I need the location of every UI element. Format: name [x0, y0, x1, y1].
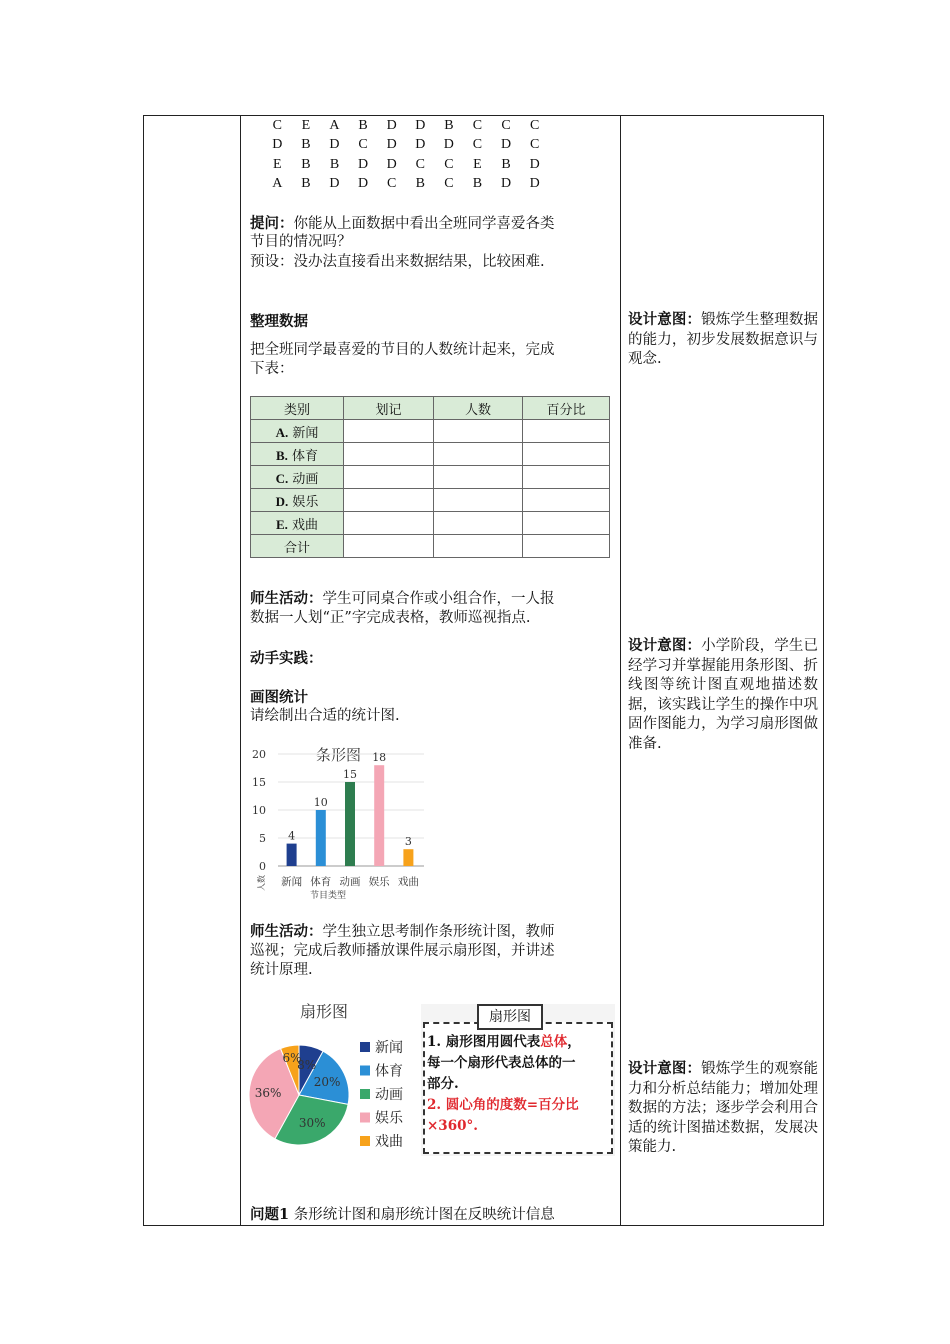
raw-data-cell: D: [358, 156, 369, 172]
tally-cell[interactable]: [344, 535, 434, 558]
pie-slice-label: 30%: [298, 1116, 326, 1131]
raw-data-cell: D: [529, 176, 540, 192]
raw-data-cell: D: [415, 137, 426, 153]
bar-value-label: 18: [372, 751, 387, 765]
pie-slice-label: 8%: [297, 1057, 317, 1072]
x-tick-label: 戏曲: [397, 876, 419, 888]
percent-cell[interactable]: [523, 420, 610, 443]
count-cell[interactable]: [434, 443, 523, 466]
pie-explanation-box: [421, 1004, 615, 1156]
bar-动画: [345, 782, 355, 866]
raw-data-cell: D: [272, 137, 283, 153]
legend-label: 戏曲: [375, 1134, 403, 1150]
design-note-2: 设计意图：小学阶段，学生已经学习并掌握能用条形图、折线图等统计图直观地描述数据，该实践让学生的操作中巩固作图能力，为学习扇形图做准备.: [628, 637, 818, 752]
raw-data-cell: D: [529, 156, 540, 172]
tally-table: [250, 396, 610, 558]
raw-data-cell: B: [301, 156, 311, 172]
bar-chart-title: 条形图: [316, 746, 362, 764]
x-tick-label: 娱乐: [368, 876, 390, 888]
raw-data-cell: C: [444, 156, 454, 172]
category-cell: D. 娱乐: [251, 489, 344, 512]
bar-新闻: [287, 844, 297, 866]
design-note-3: 设计意图：锻炼学生的观察能力和分析总结能力；增加处理数据的方法；逐步学会利用合适的统计图描述数据，发展决策能力.: [628, 1060, 818, 1155]
organize-instruction: 把全班同学最喜爱的节目的人数统计起来，完成: [250, 342, 555, 358]
raw-data-cell: E: [273, 156, 282, 172]
raw-data-cell: B: [501, 156, 511, 172]
legend-swatch: [360, 1089, 370, 1099]
bar-value-label: 3: [404, 835, 412, 849]
raw-data-cell: C: [272, 117, 282, 133]
category-cell: E. 戏曲: [251, 512, 344, 535]
raw-data-cell: E: [473, 156, 482, 172]
pie-slice-label: 6%: [282, 1051, 302, 1066]
bar-娱乐: [374, 765, 384, 866]
legend-swatch: [360, 1113, 370, 1123]
percent-cell[interactable]: [523, 512, 610, 535]
legend-label: 新闻: [375, 1040, 403, 1056]
y-tick-label: 10: [252, 804, 266, 817]
y-tick-label: 15: [252, 776, 266, 789]
activity-line: 师生活动：学生可同桌合作或小组合作，一人报: [250, 590, 555, 607]
raw-data-row: [263, 136, 549, 156]
raw-data-cell: C: [472, 117, 483, 133]
raw-data-cell: B: [415, 176, 425, 192]
y-tick-label: 0: [259, 860, 266, 873]
table-row: [251, 512, 610, 535]
raw-data-cell: B: [329, 156, 340, 172]
category-cell: C. 动画: [251, 466, 344, 489]
count-cell[interactable]: [434, 489, 523, 512]
activity-line-2: 数据一人划“正”字完成表格，教师巡视指点.: [250, 610, 531, 626]
legend-label: 娱乐: [375, 1110, 403, 1127]
raw-data-cell: C: [472, 137, 483, 153]
raw-data-cell: D: [386, 137, 397, 153]
table-row: [251, 420, 610, 443]
count-cell[interactable]: [434, 512, 523, 535]
raw-data-cell: C: [501, 117, 511, 133]
raw-data-row: [263, 175, 549, 195]
design-note-1: 设计意图：锻炼学生整理数据的能力，初步发展数据意识与观念.: [628, 311, 818, 367]
column-divider-2: [620, 116, 621, 1225]
bar-chart: [248, 740, 428, 902]
section-heading-draw: 画图统计: [250, 689, 308, 706]
percent-cell[interactable]: [523, 443, 610, 466]
tally-cell[interactable]: [344, 443, 434, 466]
pie-slice-label: 20%: [313, 1074, 341, 1089]
x-tick-label: 体育: [310, 876, 332, 888]
table-row: [251, 489, 610, 512]
raw-data-cell: D: [358, 176, 369, 192]
raw-data-cell: D: [500, 176, 512, 192]
raw-data-cell: B: [301, 137, 311, 153]
bar-戏曲: [403, 849, 413, 866]
pie-note-text: 1. 扇形图用圆代表总体， 每一个扇形代表总体的一 部分. 2. 圆心角的度数=百分比 ×360°.: [427, 1034, 581, 1134]
raw-data-grid: [263, 116, 549, 194]
raw-data-cell: D: [500, 137, 512, 153]
header-tally: 划记: [344, 397, 434, 420]
raw-data-cell: A: [272, 176, 283, 192]
category-cell: A. 新闻: [251, 420, 344, 443]
raw-data-cell: C: [529, 117, 540, 133]
raw-data-cell: D: [415, 117, 426, 133]
header-percent: 百分比: [523, 397, 610, 420]
question-line-2: 节目的情况吗？: [250, 234, 352, 250]
activity-line: 师生活动：学生独立思考制作条形统计图，教师: [250, 923, 555, 940]
raw-data-cell: C: [358, 137, 368, 153]
x-axis-label: 节目类型: [309, 891, 347, 901]
raw-data-cell: C: [387, 176, 397, 192]
x-tick-label: 动画: [339, 876, 361, 888]
tally-header-row: [251, 397, 610, 420]
raw-data-cell: D: [386, 156, 397, 172]
percent-cell[interactable]: [523, 489, 610, 512]
section-heading-organize: 整理数据: [250, 313, 308, 330]
pie-chart: [248, 998, 418, 1156]
organize-instruction-2: 下表：: [250, 361, 294, 377]
table-row-total: [251, 535, 610, 558]
raw-data-cell: D: [329, 176, 340, 192]
raw-data-cell: D: [329, 137, 340, 153]
raw-data-cell: C: [529, 137, 540, 153]
raw-data-cell: B: [358, 117, 368, 133]
legend-swatch: [360, 1136, 370, 1146]
count-cell[interactable]: [434, 535, 523, 558]
legend-swatch: [360, 1042, 370, 1052]
category-cell: B. 体育: [251, 443, 344, 466]
raw-data-cell: E: [301, 117, 311, 133]
count-cell[interactable]: [434, 466, 523, 489]
draw-instruction: 请绘制出合适的统计图.: [250, 708, 400, 724]
section-heading-practice: 动手实践：: [250, 650, 323, 667]
bar-value-label: 10: [313, 796, 328, 809]
raw-data-cell: C: [415, 156, 425, 172]
total-cell: 合计: [251, 535, 344, 558]
raw-data-cell: D: [386, 117, 397, 133]
activity-line-3: 统计原理.: [250, 962, 313, 978]
raw-data-row: [263, 116, 549, 136]
table-row: [251, 466, 610, 489]
tally-cell[interactable]: [344, 466, 434, 489]
column-divider-1: [240, 116, 241, 1225]
x-tick-label: 新闻: [281, 876, 303, 888]
y-tick-label: 20: [252, 748, 266, 761]
percent-cell[interactable]: [523, 466, 610, 489]
y-tick-label: 5: [259, 832, 266, 845]
preset-answer: 预设：没办法直接看出来数据结果，比较困难.: [250, 254, 545, 270]
count-cell[interactable]: [434, 420, 523, 443]
header-category: 类别: [251, 397, 344, 420]
raw-data-cell: A: [329, 117, 340, 133]
pie-slice-label: 36%: [254, 1086, 282, 1101]
raw-data-cell: B: [472, 176, 483, 192]
legend-swatch: [360, 1066, 370, 1076]
question-2-line: 问题1 条形统计图和扇形统计图在反映统计信息: [250, 1206, 555, 1223]
raw-data-row: [263, 155, 549, 175]
header-count: 人数: [434, 397, 523, 420]
raw-data-cell: B: [301, 176, 311, 192]
raw-data-cell: D: [443, 137, 454, 153]
table-row: [251, 443, 610, 466]
percent-cell[interactable]: [523, 535, 610, 558]
tally-cell[interactable]: [344, 420, 434, 443]
legend-label: 体育: [375, 1063, 403, 1080]
bar-体育: [316, 810, 326, 866]
raw-data-cell: B: [444, 117, 454, 133]
bar-value-label: 15: [343, 768, 357, 781]
raw-data-cell: C: [444, 176, 454, 192]
y-axis-label: 人数: [257, 875, 266, 891]
pie-box-tab: 扇形图: [477, 1004, 543, 1030]
tally-cell[interactable]: [344, 512, 434, 535]
pie-chart-title: 扇形图: [300, 1002, 349, 1021]
tally-cell[interactable]: [344, 489, 434, 512]
legend-label: 动画: [375, 1087, 403, 1103]
activity-line-2: 巡视；完成后教师播放课件展示扇形图，并讲述: [250, 943, 555, 959]
question-line: 提问：你能从上面数据中看出全班同学喜爱各类: [250, 215, 555, 232]
bar-value-label: 4: [288, 829, 296, 843]
